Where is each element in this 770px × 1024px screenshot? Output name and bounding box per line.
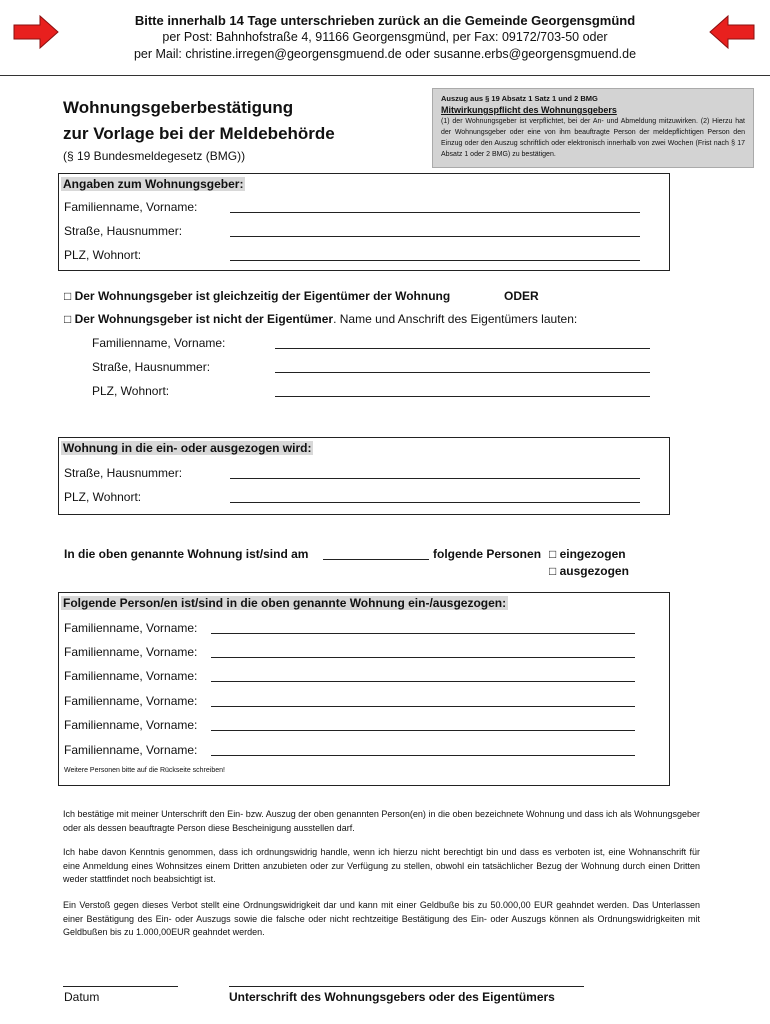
persons-section-title: Folgende Person/en ist/sind in die oben genannte Wohnung ein-/ausgezogen:	[63, 596, 507, 610]
oder-label: ODER	[504, 289, 539, 303]
header-divider	[0, 75, 770, 76]
owner-name-label: Familienname, Vorname:	[92, 336, 226, 350]
moved-out-checkbox[interactable]: □	[549, 564, 557, 578]
moved-in-checkbox[interactable]: □	[549, 547, 557, 561]
landlord-street-label: Straße, Hausnummer:	[64, 224, 183, 238]
signature-field[interactable]	[229, 986, 584, 987]
person-name-field[interactable]	[211, 706, 635, 707]
landlord-street-field[interactable]	[230, 236, 640, 237]
law-excerpt-text: (1) der Wohnungsgeber ist verpflichtet, bei der An- und Abmeldung mitzuwirken. (2) Hierzu hat der Wohnungsgeber oder eine von ihm beauftragte Person der meldepflichtigen Person den Einzug oder den Auszug schriftlich oder elektronisch innerhalb von zwei Wochen (Frist nach § 17 Absatz 1 oder 2 BMG) zu bestätigen.	[441, 118, 745, 158]
owner-city-field[interactable]	[275, 396, 650, 397]
apartment-section-title: Wohnung in die ein- oder ausgezogen wird:	[63, 441, 312, 455]
owner-street-field[interactable]	[275, 372, 650, 373]
form-title-line1: Wohnungsgeberbestätigung	[63, 98, 294, 117]
owner-different-checkbox[interactable]: □	[64, 312, 72, 326]
moved-in-option[interactable]	[549, 547, 626, 561]
signature-label: Unterschrift des Wohnungsgebers oder des Eigentümers	[229, 990, 555, 1004]
law-excerpt-box	[432, 88, 754, 168]
landlord-section	[58, 173, 670, 271]
owner-different-label: Der Wohnungsgeber ist nicht der Eigentümer	[74, 312, 334, 326]
move-suffix: folgende Personen	[433, 547, 542, 561]
declaration-paragraph-1: Ich bestätige mit meiner Unterschrift den Ein- bzw. Auszug der oben genannten Person(en) in die oben bezeichnete Wohnung und dass ich als Wohnungsgeber oder als dessen beauftragte Person diese Bescheinigung ausstellen darf.	[63, 809, 700, 833]
law-excerpt-label: Auszug aus § 19 Absatz 1 Satz 1 und 2 BMG	[441, 94, 598, 103]
person-name-label: Familienname, Vorname:	[64, 718, 198, 732]
landlord-city-field[interactable]	[230, 260, 640, 261]
header-mail: per Mail: christine.irregen@georgensgmuend.de oder susanne.erbs@georgensgmuend.de	[133, 47, 637, 61]
apartment-street-field[interactable]	[230, 478, 640, 479]
owner-city-label: PLZ, Wohnort:	[92, 384, 170, 398]
landlord-section-title: Angaben zum Wohnungsgeber:	[63, 177, 244, 191]
owner-name-field[interactable]	[275, 348, 650, 349]
owner-same-checkbox[interactable]: □	[64, 289, 72, 303]
landlord-name-field[interactable]	[230, 212, 640, 213]
landlord-city-label: PLZ, Wohnort:	[64, 248, 142, 262]
owner-different-option[interactable]	[64, 312, 577, 326]
header-return-notice: Bitte innerhalb 14 Tage unterschrieben zurück an die Gemeinde Georgensgmünd	[134, 13, 636, 28]
apartment-street-label: Straße, Hausnummer:	[64, 466, 183, 480]
form-title-line2: zur Vorlage bei der Meldebehörde	[63, 124, 335, 143]
move-prefix: In die oben genannte Wohnung ist/sind am	[64, 547, 309, 561]
person-name-field[interactable]	[211, 657, 635, 658]
person-name-label: Familienname, Vorname:	[64, 743, 198, 757]
form-title-law: (§ 19 Bundesmeldegesetz (BMG))	[63, 149, 246, 163]
apartment-city-label: PLZ, Wohnort:	[64, 490, 142, 504]
header	[0, 12, 770, 63]
person-name-field[interactable]	[211, 755, 635, 756]
owner-same-option[interactable]	[64, 289, 450, 303]
law-excerpt-heading: Mitwirkungspflicht des Wohnungsgebers	[441, 105, 617, 115]
moved-in-label: eingezogen	[559, 547, 626, 561]
owner-street-label: Straße, Hausnummer:	[92, 360, 211, 374]
persons-note: Weitere Personen bitte auf die Rückseite schreiben!	[64, 767, 225, 774]
form-title	[63, 95, 335, 165]
apartment-city-field[interactable]	[230, 502, 640, 503]
date-field[interactable]	[63, 986, 178, 987]
moved-out-option[interactable]	[549, 564, 629, 578]
person-name-label: Familienname, Vorname:	[64, 645, 198, 659]
person-name-label: Familienname, Vorname:	[64, 669, 198, 683]
moved-out-label: ausgezogen	[559, 564, 629, 578]
person-name-label: Familienname, Vorname:	[64, 621, 198, 635]
header-post-fax: per Post: Bahnhofstraße 4, 91166 Georgensgmünd, per Fax: 09172/703-50 oder	[162, 30, 608, 44]
person-name-label: Familienname, Vorname:	[64, 694, 198, 708]
declaration-paragraph-3: Ein Verstoß gegen dieses Verbot stellt eine Ordnungswidrigkeit dar und kann mit einer Geldbuße bis zu 50.000,00 EUR geahndet werden. Das Unterlassen einer Bestätigung des Ein- oder Auszugs sowie die falsche oder nicht rechtzeitige Bestätigung des Ein- oder Auszugs können als Ordnungswidrigkeiten mit Geldbußen bis zu 1.000,00EUR geahndet werden.	[63, 900, 700, 937]
person-name-field[interactable]	[211, 633, 635, 634]
move-date-field[interactable]	[323, 559, 429, 560]
person-name-field[interactable]	[211, 681, 635, 682]
person-name-field[interactable]	[211, 730, 635, 731]
date-label: Datum	[64, 990, 100, 1004]
declaration-paragraph-2: Ich habe davon Kenntnis genommen, dass ich ordnungswidrig handle, wenn ich hierzu nicht berechtigt bin und dass es verboten ist, eine Wohnanschrift für eine Anmeldung eines Wohnsitzes einem Dritten anzubieten oder zur Verfügung zu stellen, obwohl ein tatsächlicher Bezug der Wohnung durch einen Dritten weder stattfindet noch beabsichtigt ist.	[63, 847, 700, 884]
landlord-name-label: Familienname, Vorname:	[64, 200, 198, 214]
owner-different-suffix: . Name und Anschrift des Eigentümers lauten:	[333, 312, 578, 326]
owner-same-label: Der Wohnungsgeber ist gleichzeitig der Eigentümer der Wohnung	[74, 289, 451, 303]
